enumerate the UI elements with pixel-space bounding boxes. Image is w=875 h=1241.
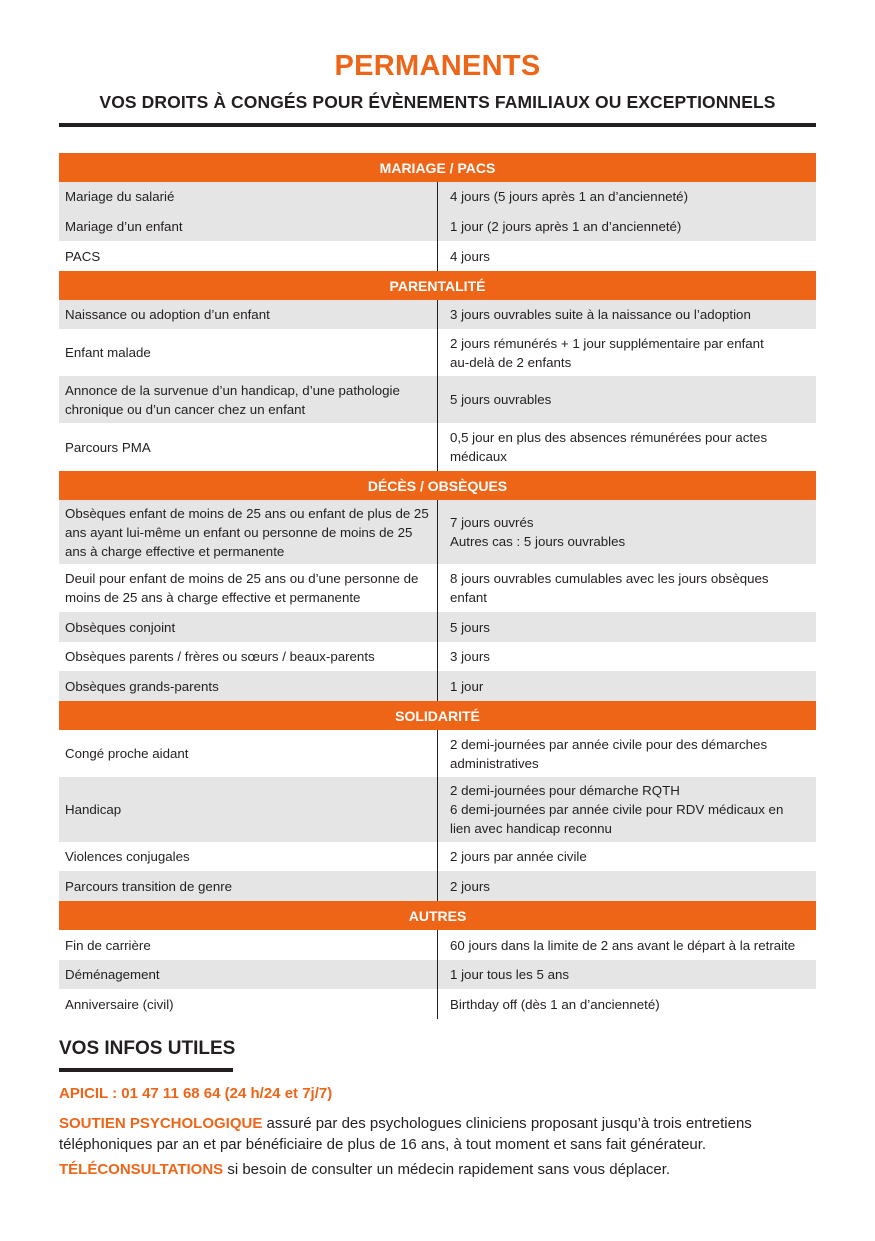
infos-divider bbox=[59, 1068, 233, 1072]
event-label: Obsèques parents / frères ou sœurs / beaux-parents bbox=[65, 649, 375, 664]
page-subtitle: VOS DROITS À CONGÉS POUR ÉVÈNEMENTS FAMILIAUX OU EXCEPTIONNELS bbox=[99, 92, 776, 112]
table-row bbox=[59, 211, 816, 241]
leave-value bbox=[437, 300, 816, 329]
soutien-text: assuré par des psychologues cliniciens proposant jusqu’à trois entretiens téléphoniques par an et par bénéficiaire de plus de 16 ans, à tout moment et sans fait générateur. bbox=[59, 1115, 752, 1153]
event-label: Naissance ou adoption d’un enfant bbox=[65, 307, 270, 322]
leave-value bbox=[437, 612, 816, 642]
section-header: PARENTALITÉ bbox=[59, 271, 816, 300]
table-row bbox=[59, 871, 816, 901]
leave-value-line: Birthday off (dès 1 an d’ancienneté) bbox=[450, 996, 660, 1012]
leave-value bbox=[437, 423, 816, 471]
event-label: Anniversaire (civil) bbox=[65, 996, 174, 1012]
event-label: Obsèques grands-parents bbox=[65, 678, 219, 694]
event-label: Parcours transition de genre bbox=[65, 878, 233, 894]
leave-value-line: médicaux bbox=[450, 449, 507, 464]
leave-value-line: 3 jours ouvrables suite à la naissance ou l’adoption bbox=[450, 307, 751, 322]
leave-value-line: 3 jours bbox=[450, 649, 490, 664]
event-label: PACS bbox=[65, 248, 101, 264]
leave-value-line: 1 jour tous les 5 ans bbox=[450, 967, 570, 982]
table-row bbox=[59, 182, 816, 211]
table-row bbox=[59, 671, 816, 701]
teleconsultation-text: si besoin de consulter un médecin rapidement sans vous déplacer. bbox=[223, 1161, 671, 1178]
section-header: DÉCÈS / OBSÈQUES bbox=[59, 471, 816, 500]
leave-value bbox=[437, 329, 816, 376]
page-title: PERMANENTS bbox=[334, 50, 541, 82]
leave-value bbox=[437, 500, 816, 564]
event-label: Annonce de la survenue d’un handicap, d’une pathologie chronique ou d’un cancer chez un enfant bbox=[65, 382, 400, 417]
leave-value-line: 5 jours ouvrables bbox=[450, 392, 552, 407]
table-row bbox=[59, 842, 816, 871]
event-label: Violences conjugales bbox=[65, 849, 190, 864]
table-row bbox=[59, 730, 816, 777]
leave-value bbox=[437, 777, 816, 842]
event-label: Deuil pour enfant de moins de 25 ans ou d’une personne de moins de 25 ans à charge effective et permanente bbox=[65, 571, 419, 605]
leave-value bbox=[437, 730, 816, 777]
table-row bbox=[59, 500, 816, 564]
table-row bbox=[59, 376, 816, 423]
teleconsultation-paragraph bbox=[59, 1159, 819, 1180]
leave-value-line: 6 demi-journées par année civile pour RDV médicaux en bbox=[450, 802, 784, 817]
leave-value-line: Autres cas : 5 jours ouvrables bbox=[450, 534, 626, 549]
event-label: Fin de carrière bbox=[65, 937, 151, 953]
table-row bbox=[59, 241, 816, 271]
table-row bbox=[59, 612, 816, 642]
leave-value-line: 7 jours ouvrés bbox=[450, 515, 534, 530]
leave-value-line: 2 demi-journées par année civile pour des démarches bbox=[450, 736, 768, 752]
leave-value-line: 4 jours bbox=[450, 248, 490, 264]
table-row bbox=[59, 423, 816, 471]
leave-value bbox=[437, 376, 816, 423]
event-label: Obsèques conjoint bbox=[65, 619, 176, 635]
leave-value-line: au-delà de 2 enfants bbox=[450, 354, 572, 370]
event-label: Congé proche aidant bbox=[65, 746, 189, 761]
event-label: Mariage du salarié bbox=[65, 189, 175, 204]
table-row bbox=[59, 329, 816, 376]
leave-value-line: 2 demi-journées pour démarche RQTH bbox=[450, 783, 680, 798]
table-row bbox=[59, 300, 816, 329]
leave-value-line: 1 jour bbox=[450, 678, 484, 694]
event-label: Mariage d’un enfant bbox=[65, 218, 183, 234]
leave-value bbox=[437, 642, 816, 671]
table-row bbox=[59, 777, 816, 842]
leave-value-line: administratives bbox=[450, 755, 539, 771]
leave-value-line: 5 jours bbox=[450, 619, 490, 635]
leave-rights-table bbox=[59, 153, 816, 1019]
leave-value bbox=[437, 960, 816, 989]
event-label: Obsèques enfant de moins de 25 ans ou enfant de plus de 25 ans ayant lui-même un enfant ou personne de moins de 25 ans à charge effective et permanente bbox=[65, 505, 429, 559]
leave-value bbox=[437, 211, 816, 241]
leave-value bbox=[437, 182, 816, 211]
leave-value bbox=[437, 671, 816, 701]
table-row bbox=[59, 564, 816, 612]
leave-value-line: 2 jours par année civile bbox=[450, 849, 587, 864]
section-header: MARIAGE / PACS bbox=[59, 153, 816, 182]
leave-value-line: lien avec handicap reconnu bbox=[450, 821, 612, 836]
leave-value bbox=[437, 241, 816, 271]
table-row bbox=[59, 930, 816, 960]
soutien-paragraph bbox=[59, 1113, 819, 1155]
title-divider bbox=[59, 123, 816, 127]
infos-heading: VOS INFOS UTILES bbox=[59, 1038, 236, 1059]
leave-value-line: 60 jours dans la limite de 2 ans avant le départ à la retraite bbox=[450, 937, 796, 953]
leave-value-line: 4 jours (5 jours après 1 an d’ancienneté) bbox=[450, 189, 689, 204]
leave-value-line: enfant bbox=[450, 590, 487, 605]
section-header: AUTRES bbox=[59, 901, 816, 930]
event-label: Enfant malade bbox=[65, 345, 151, 360]
leave-value bbox=[437, 564, 816, 612]
section-header: SOLIDARITÉ bbox=[59, 701, 816, 730]
event-label: Déménagement bbox=[65, 967, 160, 982]
leave-value bbox=[437, 930, 816, 960]
event-label: Handicap bbox=[65, 802, 122, 817]
leave-value-line: 0,5 jour en plus des absences rémunérées pour actes bbox=[450, 430, 768, 445]
event-label: Parcours PMA bbox=[65, 439, 151, 455]
table-row bbox=[59, 960, 816, 989]
leave-value bbox=[437, 989, 816, 1019]
leave-value-line: 1 jour (2 jours après 1 an d’ancienneté) bbox=[450, 218, 682, 234]
leave-value-line: 8 jours ouvrables cumulables avec les jours obsèques bbox=[450, 571, 769, 586]
table-row bbox=[59, 642, 816, 671]
leave-value bbox=[437, 842, 816, 871]
leave-value-line: 2 jours rémunérés + 1 jour supplémentaire par enfant bbox=[450, 335, 764, 351]
apicil-contact: APICIL : 01 47 11 68 64 (24 h/24 et 7j/7) bbox=[59, 1085, 333, 1102]
leave-value-line: 2 jours bbox=[450, 878, 490, 894]
table-row bbox=[59, 989, 816, 1019]
leave-value bbox=[437, 871, 816, 901]
teleconsultation-label: TÉLÉCONSULTATIONS bbox=[59, 1161, 224, 1178]
soutien-label: SOUTIEN PSYCHOLOGIQUE bbox=[59, 1115, 263, 1132]
